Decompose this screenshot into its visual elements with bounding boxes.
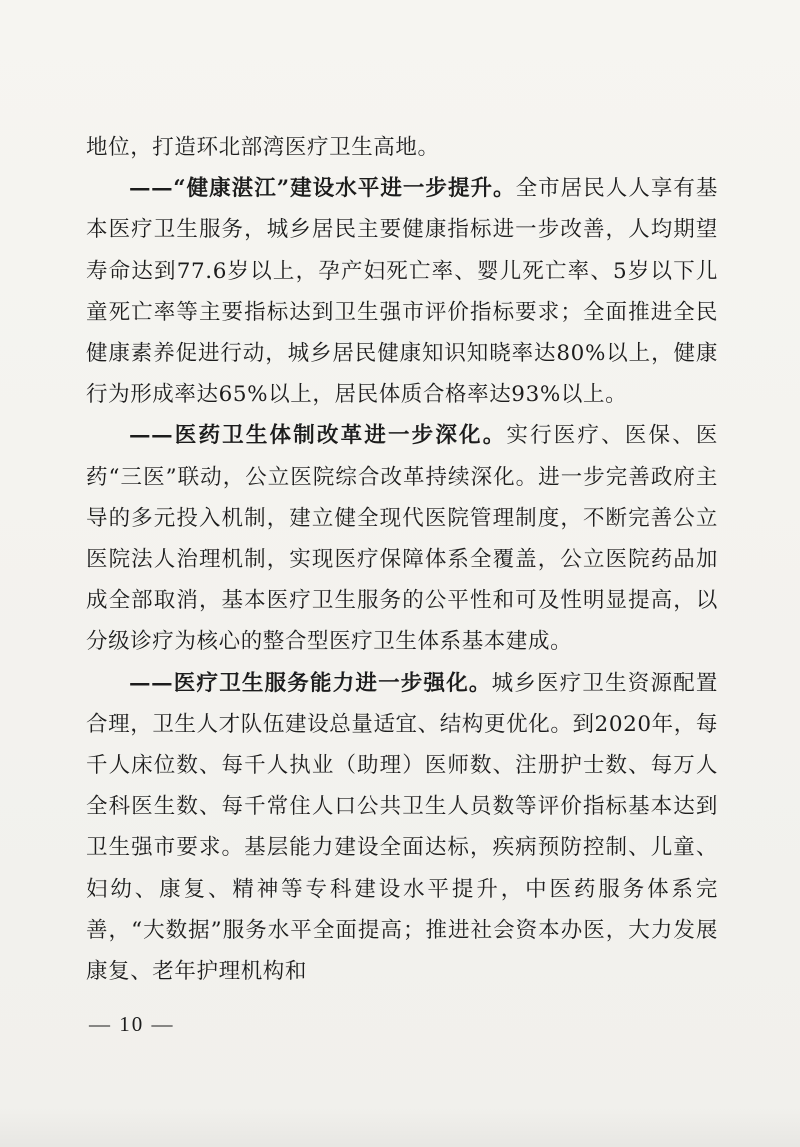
paragraph-continuation (86, 127, 718, 168)
paragraph-text: 实行医疗、医保、医药“三医”联动，公立医院综合改革持续深化。进一步完善政府主导的多元投入机制，建立健全现代医院管理制度，不断完善公立医院法人治理机制，实现医疗保障体系全覆盖，公立医院药品加成全部取消，基本医疗卫生服务的公平性和可及性明显提高，以分级诊疗为核心的整合型医疗卫生体系基本建成。 (86, 423, 718, 655)
paragraph-text: 全市居民人人享有基本医疗卫生服务，城乡居民主要健康指标进一步改善，人均期望寿命达到77.6岁以上，孕产妇死亡率、婴儿死亡率、5岁以下儿童死亡率等主要指标达到卫生强市评价指标要求；全面推进全民健康素养促进行动，城乡居民健康知识知晓率达80%以上，健康行为形成率达65%以上，居民体质合格率达93%以上。 (86, 176, 718, 408)
page-edge-shadow (0, 1107, 800, 1147)
paragraph-heading: ——医疗卫生服务能力进一步强化。 (129, 670, 492, 696)
paragraph-service-capacity (86, 663, 718, 993)
paragraph-heading: ——“健康湛江”建设水平进一步提升。 (129, 176, 516, 202)
paragraph-text: 地位，打造环北部湾医疗卫生高地。 (86, 135, 440, 160)
paragraph-text: 城乡医疗卫生资源配置合理，卫生人才队伍建设总量适宜、结构更优化。到2020年，每千人床位数、每千人执业（助理）医师数、注册护士数、每万人全科医生数、每千常住人口公共卫生人员数等评价指标基本达到卫生强市要求。基层能力建设全面达标，疾病预防控制、儿童、妇幼、康复、精神等专科建设水平提升，中医药服务体系完善，“大数据”服务水平全面提高；推进社会资本办医，大力发展康复、老年护理机构和 (86, 670, 718, 985)
paragraph-healthy-zhanjiang (86, 168, 718, 415)
paragraph-system-reform (86, 415, 718, 662)
paragraph-heading: ——医药卫生体制改革进一步深化。 (129, 423, 507, 449)
document-body (86, 127, 718, 992)
page-number: — 10 — (89, 1012, 175, 1036)
